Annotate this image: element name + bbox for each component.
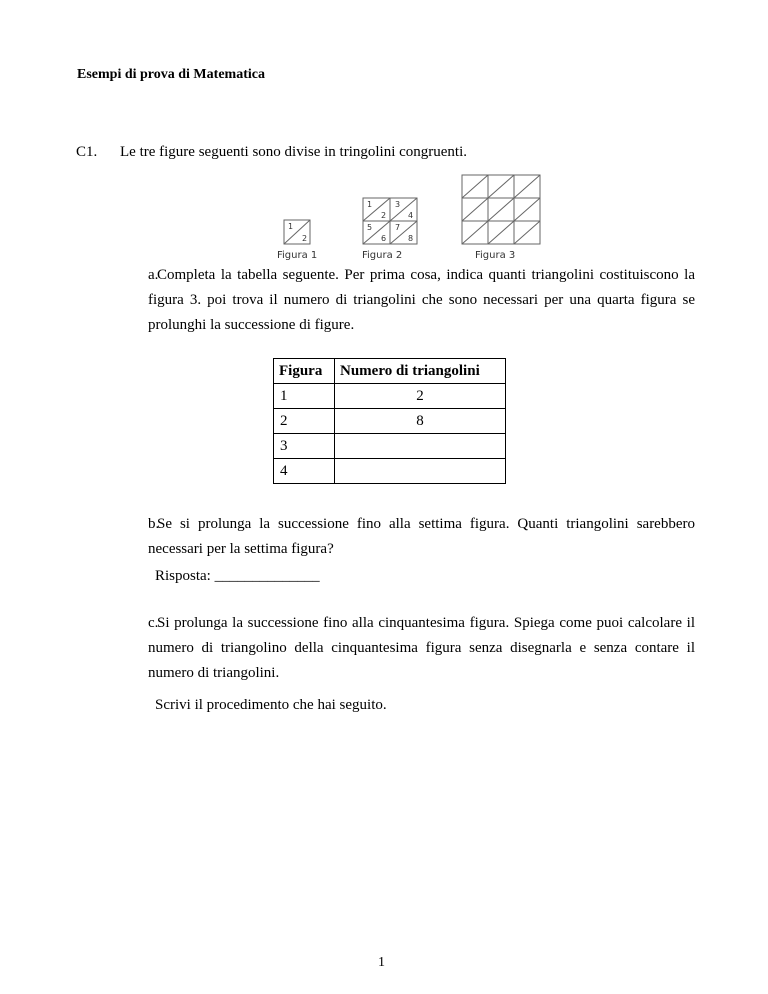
part-b-letter: b. — [148, 516, 160, 532]
fig2-num-8: 8 — [408, 234, 414, 243]
page-number: 1 — [378, 955, 385, 970]
table-cell-count-empty[interactable] — [335, 459, 506, 484]
table-header-row — [274, 359, 506, 384]
fig2-num-1: 1 — [367, 200, 373, 209]
part-a-text: Completa la tabella seguente. Per prima cosa, indica quanti triangolini costituiscono la figura 3. poi trova il numero di triangolini che sono necessari per una quarta figura se prolunghi la successione di figure. — [148, 267, 695, 333]
fig2-num-5: 5 — [367, 223, 373, 232]
figure-3-label: Figura 3 — [475, 250, 516, 261]
figure-1-label: Figura 1 — [277, 250, 318, 261]
figure-3 — [462, 175, 540, 244]
figures-illustration — [255, 172, 555, 264]
table-cell-count: 8 — [335, 409, 506, 434]
fig2-num-6: 6 — [381, 234, 387, 243]
fig2-num-4: 4 — [408, 211, 414, 220]
fig1-num-1: 1 — [288, 222, 294, 231]
table-cell-count: 2 — [335, 384, 506, 409]
table-cell-count-empty[interactable] — [335, 434, 506, 459]
question-intro: Le tre figure seguenti sono divise in tringolini congruenti. — [120, 144, 468, 160]
part-b-text: Se si prolunga la successione fino alla settima figura. Quanti triangolini sarebbero necessari per la settima figura? — [148, 516, 695, 557]
question-number: C1. — [76, 144, 98, 160]
triangles-table — [273, 358, 506, 484]
table-row — [274, 434, 506, 459]
part-a-letter: a. — [148, 267, 159, 283]
table-header-figura: Figura — [274, 359, 335, 384]
part-c-text: Si prolunga la successione fino alla cinquantesima figura. Spiega come puoi calcolare il numero di triangolino della cinquantesima figura senza disegnarla e senza contare il numero di triangolini. — [148, 615, 695, 681]
fig1-num-2: 2 — [302, 234, 308, 243]
figure-2-label: Figura 2 — [362, 250, 403, 261]
fig2-num-3: 3 — [395, 200, 401, 209]
part-c-letter: c. — [148, 615, 159, 631]
fig2-num-7: 7 — [395, 223, 401, 232]
table-row — [274, 409, 506, 434]
table-row — [274, 384, 506, 409]
part-c-instruction: Scrivi il procedimento che hai seguito. — [155, 697, 387, 713]
part-c — [148, 611, 695, 686]
fig2-num-2: 2 — [381, 211, 387, 220]
answer-line[interactable]: Risposta: ______________ — [155, 568, 320, 584]
table-row — [274, 459, 506, 484]
page-title: Esempi di prova di Matematica — [77, 67, 265, 82]
part-a — [148, 263, 695, 338]
table-cell-figura: 2 — [274, 409, 335, 434]
table-cell-figura: 1 — [274, 384, 335, 409]
table-cell-figura: 3 — [274, 434, 335, 459]
table-cell-figura: 4 — [274, 459, 335, 484]
part-b — [148, 512, 695, 562]
table-header-numero: Numero di triangolini — [335, 359, 506, 384]
